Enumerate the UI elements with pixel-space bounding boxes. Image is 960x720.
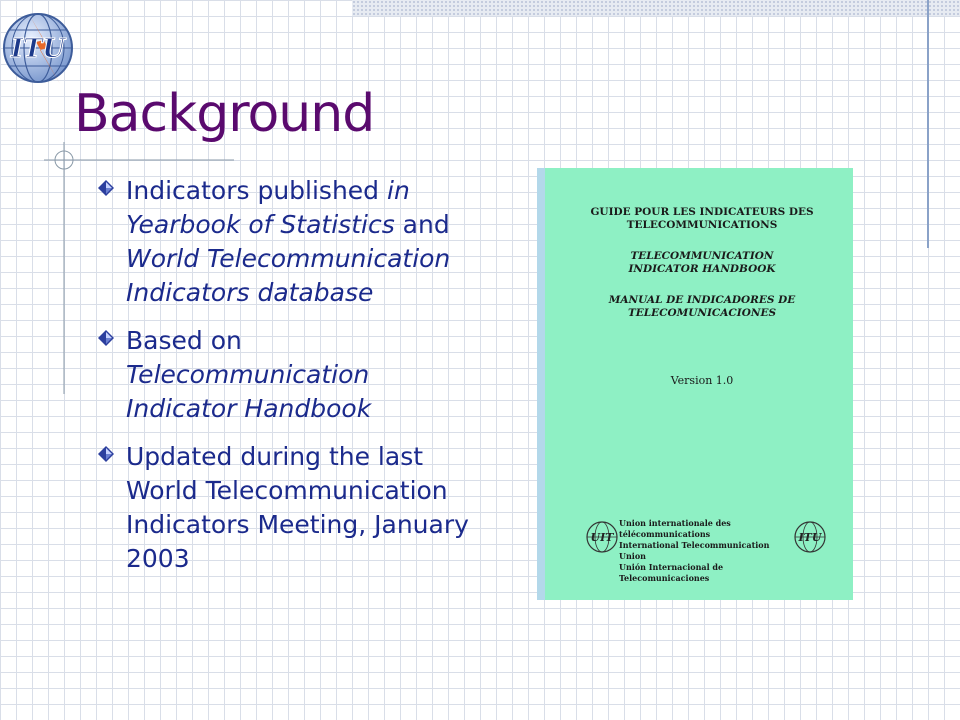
right-decorative-line	[927, 0, 929, 248]
itu-small-logo-text: ITU	[798, 531, 822, 544]
bullet-text-segment: Based on	[126, 326, 242, 355]
bullet-item	[98, 440, 478, 576]
cover-line: TELECOMMUNICATION	[630, 250, 774, 262]
uit-logo-text: UIT	[590, 531, 614, 544]
cover-english-title	[551, 250, 853, 276]
cover-line: TELECOMUNICACIONES	[627, 307, 777, 319]
logo-text: ITU	[10, 34, 66, 64]
top-decorative-band	[352, 0, 960, 16]
cover-org-line: International Telecommunication Union	[619, 540, 770, 561]
cover-version: Version 1.0	[670, 374, 734, 387]
diamond-bullet-icon	[98, 446, 114, 462]
itu-small-logo-icon	[793, 520, 827, 554]
cover-spanish-title	[551, 294, 853, 320]
slide-title: Background	[74, 84, 375, 144]
uit-logo-icon	[585, 520, 619, 554]
bullet-text-segment: Indicators published	[126, 176, 387, 205]
cover-french-title	[551, 206, 853, 232]
bullet-list	[98, 174, 478, 590]
bullet-text-segment: Telecommunication Indicator Handbook	[126, 360, 372, 423]
cover-line: GUIDE POUR LES INDICATEURS DES	[590, 206, 814, 218]
diamond-bullet-icon	[98, 330, 114, 346]
cover-line: INDICATOR HANDBOOK	[628, 263, 776, 275]
bullet-text-segment: in Yearbook of Statistics	[126, 176, 410, 239]
cover-org-line: Unión Internacional de Telecomunicaciones	[619, 562, 724, 583]
cover-line: TELECOMMUNICATIONS	[626, 219, 778, 231]
bullet-text-segment: Updated during the last World Telecommunication Indicators Meeting, January 2003	[126, 442, 469, 573]
diamond-bullet-icon	[98, 180, 114, 196]
bullet-text-segment: and	[394, 210, 450, 239]
cover-footer	[619, 518, 799, 584]
cover-line: MANUAL DE INDICADORES DE	[608, 294, 796, 306]
handbook-cover-image	[537, 168, 853, 600]
bullet-item	[98, 174, 478, 310]
bullet-text-segment: World Telecommunication Indicators database	[126, 244, 451, 307]
cover-org-line: Union internationale des télécommunications	[619, 518, 731, 539]
bullet-item	[98, 324, 478, 426]
